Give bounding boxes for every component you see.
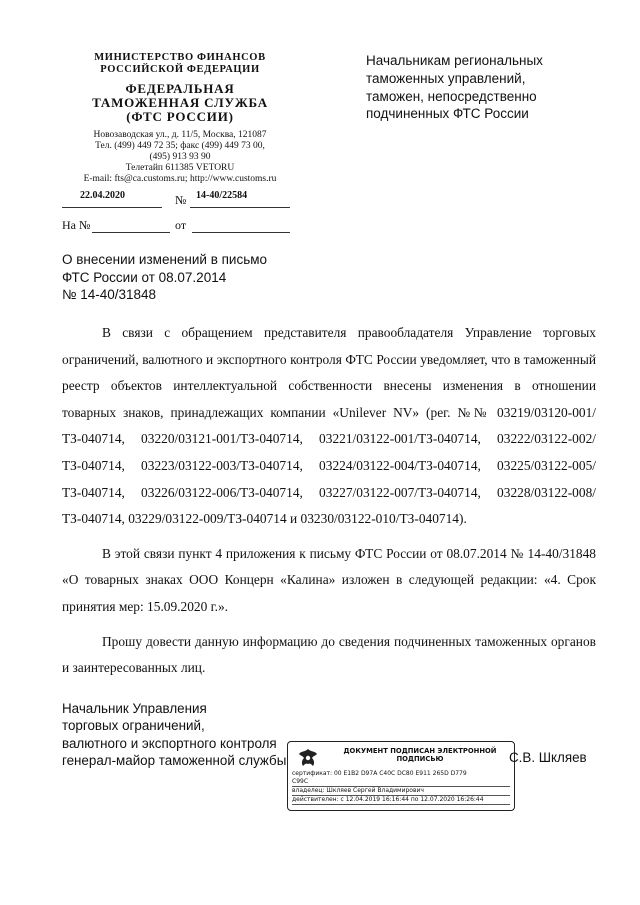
addressee-line-2: таможенных управлений, [366, 70, 526, 86]
stamp-certificate-1: сертификат: 00 E1B2 D97A C40C DC80 E911 265D D779 [292, 770, 467, 777]
date-underline [62, 207, 162, 208]
subject-line-2: ФТС России от 08.07.2014 [62, 269, 227, 285]
addressee-line-4: подчиненных ФТС России [366, 106, 529, 122]
letterhead [62, 52, 298, 185]
signatory-line-1: Начальник Управления [62, 701, 207, 716]
address: Новозаводская ул., д. 11/5, Москва, 121087 [93, 130, 267, 141]
phone: Тел. (499) 449 72 35; факс (499) 449 73 00, [95, 141, 265, 152]
stamp-validity: действителен: с 12.04.2019 16:16:44 по 12.07.2020 16:26:44 [292, 796, 510, 805]
electronic-signature-stamp [287, 741, 515, 811]
service-line-1: ФЕДЕРАЛЬНАЯ [125, 80, 235, 96]
signatory-line-4: генерал-майор таможенной службы [62, 753, 287, 769]
paragraph-2: В этой связи пункт 4 приложения к письму ФТС России от 08.07.2014 № 14-40/31848 «О товарных знаках ООО Концерн «Калина» изложен в следующей редакции: «4. Срок принятия мер: 15.09.2020 г.». [62, 545, 596, 614]
addressee-line-3: таможен, непосредственно [366, 88, 537, 104]
emblem-icon [296, 747, 320, 769]
signatory-line-3: валютного и экспортного контроля [62, 735, 277, 751]
service-line-2: ТАМОЖЕННАЯ СЛУЖБА [92, 94, 268, 110]
letter-date: 22.04.2020 [80, 190, 125, 201]
letter-number: 14-40/22584 [196, 190, 248, 201]
stamp-title-line-2: ПОДПИСЬЮ [396, 755, 444, 764]
addressee-line-1: Начальникам региональных [366, 53, 543, 68]
ministry-line-1: МИНИСТЕРСТВО ФИНАНСОВ [94, 52, 266, 63]
stamp-title [330, 747, 510, 763]
ministry-line-2: РОССИЙСКОЙ ФЕДЕРАЦИИ [100, 63, 260, 75]
reference-number-line [92, 232, 170, 233]
paragraph-3: Прошу довести данную информацию до сведения подчиненных таможенных органов и заинтересованных лиц. [62, 633, 596, 676]
number-sign: № [175, 193, 187, 207]
stamp-title-line-1: ДОКУМЕНТ ПОДПИСАН ЭЛЕКТРОННОЙ [343, 747, 497, 755]
addressee [366, 52, 586, 123]
signatory-line-2: торговых ограничений, [62, 718, 205, 734]
email: E-mail: fts@ca.customs.ru; http://www.customs.ru [83, 174, 277, 185]
phone-2: (495) 913 93 90 [149, 152, 211, 163]
stamp-certificate-2: C99C [292, 778, 510, 787]
reference-date-label: от [175, 218, 187, 232]
reference-date-line [192, 232, 290, 233]
subject-line-3: № 14-40/31848 [62, 287, 157, 303]
service-line-3: (ФТС РОССИИ) [126, 109, 234, 125]
subject-line-1: О внесении изменений в письмо [62, 252, 268, 267]
paragraph-1: В связи с обращением представителя правообладателя Управление торговых ограничений, валютного и экспортного контроля ФТС России уведомляет, что в таможенный реестр объектов интеллектуальной собственности внесены изменения в отношении товарных знаков, принадлежащих компании «Unilever NV» (рег. №№ 03219/03120-001/ТЗ-040714, 03220/03121-001/ТЗ-040714, 03221/03122-001/ТЗ-040714, 03222/03122-002/ТЗ-040714, 03223/03122-003/ТЗ-040714, 03224/03122-004/ТЗ-040714, 03225/03122-005/ТЗ-040714, 03226/03122-006/ТЗ-040714, 03227/03122-007/ТЗ-040714, 03228/03122-008/ТЗ-040714, 03229/03122-009/ТЗ-040714 и 03230/03122-010/ТЗ-040714). [62, 325, 596, 527]
stamp-owner: владелец: Шкляев Сергей Владимирович [292, 787, 510, 796]
letter-body [62, 320, 596, 682]
stamp-details [292, 770, 510, 805]
teletype: Телетайп 611385 VETORU [125, 163, 235, 174]
reference-number-label: На № [62, 218, 91, 232]
signatory-title [62, 700, 286, 770]
service-name [62, 82, 298, 125]
number-underline [190, 207, 290, 208]
contacts [62, 130, 298, 185]
signatory-name: С.В. Шкляев [509, 750, 587, 765]
subject [62, 251, 322, 304]
